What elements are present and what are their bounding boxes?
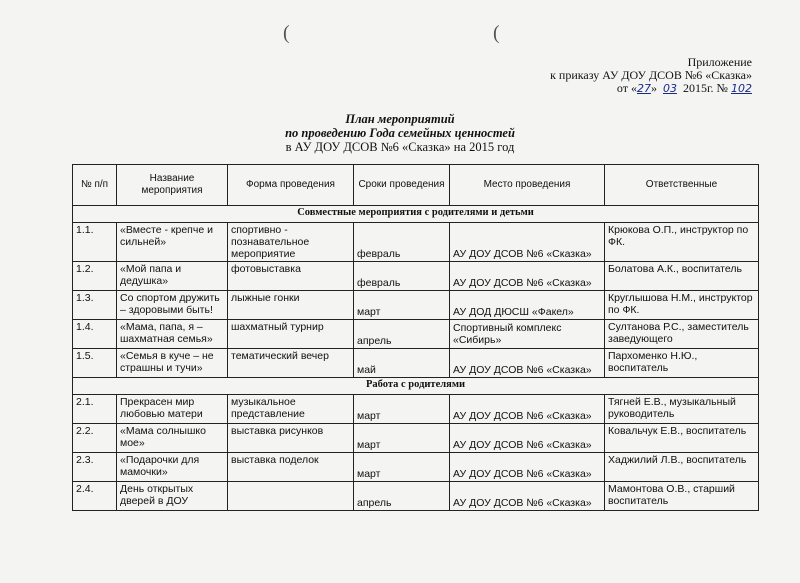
cell-term: февраль bbox=[354, 223, 450, 262]
cell-num: 1.2. bbox=[73, 262, 117, 291]
cell-responsible: Болатова А.К., воспитатель bbox=[605, 262, 759, 291]
header-num: № п/п bbox=[73, 165, 117, 206]
events-table bbox=[72, 164, 759, 511]
cell-name: «Мой папа и дедушка» bbox=[117, 262, 228, 291]
cell-form bbox=[228, 482, 354, 511]
cell-responsible: Пархоменко Н.Ю., воспитатель bbox=[605, 349, 759, 378]
cell-name: «Подарочки для мамочки» bbox=[117, 453, 228, 482]
cell-term: апрель bbox=[354, 320, 450, 349]
cell-place: АУ ДОУ ДСОВ №6 «Сказка» bbox=[450, 262, 605, 291]
section-title: Работа с родителями bbox=[73, 378, 759, 395]
cell-term: май bbox=[354, 349, 450, 378]
cell-responsible: Крюкова О.П., инструктор по ФК. bbox=[605, 223, 759, 262]
cell-place: АУ ДОУ ДСОВ №6 «Сказка» bbox=[450, 395, 605, 424]
title-line-3: в АУ ДОУ ДСОВ №6 «Сказка» на 2015 год bbox=[285, 140, 515, 154]
punch-hole-left: ( bbox=[283, 22, 290, 44]
cell-form: музыкальное представление bbox=[228, 395, 354, 424]
cell-term: февраль bbox=[354, 262, 450, 291]
cell-place: Спортивный комплекс «Сибирь» bbox=[450, 320, 605, 349]
table-row bbox=[73, 223, 759, 262]
title-line-2: по проведению Года семейных ценностей bbox=[285, 126, 515, 140]
table-row bbox=[73, 262, 759, 291]
cell-term: март bbox=[354, 424, 450, 453]
cell-responsible: Ковальчук Е.В., воспитатель bbox=[605, 424, 759, 453]
cell-name: «Вместе - крепче и сильней» bbox=[117, 223, 228, 262]
cell-num: 2.3. bbox=[73, 453, 117, 482]
table-row bbox=[73, 349, 759, 378]
cell-place: АУ ДОУ ДСОВ №6 «Сказка» bbox=[450, 453, 605, 482]
appendix-date-line: от «27» 03 2015г. № 102 bbox=[616, 81, 752, 95]
cell-form: фотовыставка bbox=[228, 262, 354, 291]
cell-place: АУ ДОУ ДСОВ №6 «Сказка» bbox=[450, 482, 605, 511]
cell-num: 1.1. bbox=[73, 223, 117, 262]
cell-num: 1.5. bbox=[73, 349, 117, 378]
cell-term: март bbox=[354, 395, 450, 424]
cell-place: АУ ДОУ ДСОВ №6 «Сказка» bbox=[450, 349, 605, 378]
cell-place: АУ ДОУ ДСОВ №6 «Сказка» bbox=[450, 223, 605, 262]
cell-term: апрель bbox=[354, 482, 450, 511]
section-title: Совместные мероприятия с родителями и детьми bbox=[73, 206, 759, 223]
cell-num: 1.4. bbox=[73, 320, 117, 349]
table-row bbox=[73, 482, 759, 511]
cell-responsible: Султанова Р.С., заместитель заведующего bbox=[605, 320, 759, 349]
cell-name: «Мама солнышко мое» bbox=[117, 424, 228, 453]
header-responsible: Ответственные bbox=[605, 165, 759, 206]
section-row bbox=[73, 378, 759, 395]
cell-term: март bbox=[354, 291, 450, 320]
cell-name: «Мама, папа, я – шахматная семья» bbox=[117, 320, 228, 349]
header-name: Название мероприятия bbox=[117, 165, 228, 206]
cell-num: 2.1. bbox=[73, 395, 117, 424]
cell-form: шахматный турнир bbox=[228, 320, 354, 349]
table-row bbox=[73, 424, 759, 453]
cell-responsible: Круглышова Н.М., инструктор по ФК. bbox=[605, 291, 759, 320]
header-form: Форма проведения bbox=[228, 165, 354, 206]
table-row bbox=[73, 453, 759, 482]
header-place: Место проведения bbox=[450, 165, 605, 206]
cell-responsible: Мамонтова О.В., старший воспитатель bbox=[605, 482, 759, 511]
cell-name: День открытых дверей в ДОУ bbox=[117, 482, 228, 511]
cell-responsible: Хаджилий Л.В., воспитатель bbox=[605, 453, 759, 482]
cell-place: АУ ДОУ ДСОВ №6 «Сказка» bbox=[450, 424, 605, 453]
punch-hole-right: ( bbox=[493, 22, 500, 44]
cell-term: март bbox=[354, 453, 450, 482]
cell-form: тематический вечер bbox=[228, 349, 354, 378]
table-row bbox=[73, 320, 759, 349]
document-title bbox=[0, 112, 800, 154]
table-row bbox=[73, 291, 759, 320]
handwritten-day: 27 bbox=[636, 82, 651, 95]
cell-name: «Семья в куче – не страшны и тучи» bbox=[117, 349, 228, 378]
cell-form: лыжные гонки bbox=[228, 291, 354, 320]
appendix-block bbox=[550, 56, 752, 95]
table-header-row bbox=[73, 165, 759, 206]
cell-form: спортивно - познавательное мероприятие bbox=[228, 223, 354, 262]
cell-name: Прекрасен мир любовью матери bbox=[117, 395, 228, 424]
cell-place: АУ ДОД ДЮСШ «Факел» bbox=[450, 291, 605, 320]
cell-form: выставка рисунков bbox=[228, 424, 354, 453]
handwritten-month: 03 bbox=[662, 82, 677, 95]
title-line-1: План мероприятий bbox=[345, 112, 455, 126]
header-term: Сроки проведения bbox=[354, 165, 450, 206]
table-row bbox=[73, 395, 759, 424]
appendix-order: к приказу АУ ДОУ ДСОВ №6 «Сказка» bbox=[550, 68, 752, 82]
appendix-title: Приложение bbox=[687, 55, 752, 69]
section-row bbox=[73, 206, 759, 223]
cell-responsible: Тягней Е.В., музыкальный руководитель bbox=[605, 395, 759, 424]
handwritten-number: 102 bbox=[731, 82, 752, 95]
cell-form: выставка поделок bbox=[228, 453, 354, 482]
cell-num: 2.2. bbox=[73, 424, 117, 453]
cell-name: Со спортом дружить – здоровыми быть! bbox=[117, 291, 228, 320]
cell-num: 2.4. bbox=[73, 482, 117, 511]
cell-num: 1.3. bbox=[73, 291, 117, 320]
